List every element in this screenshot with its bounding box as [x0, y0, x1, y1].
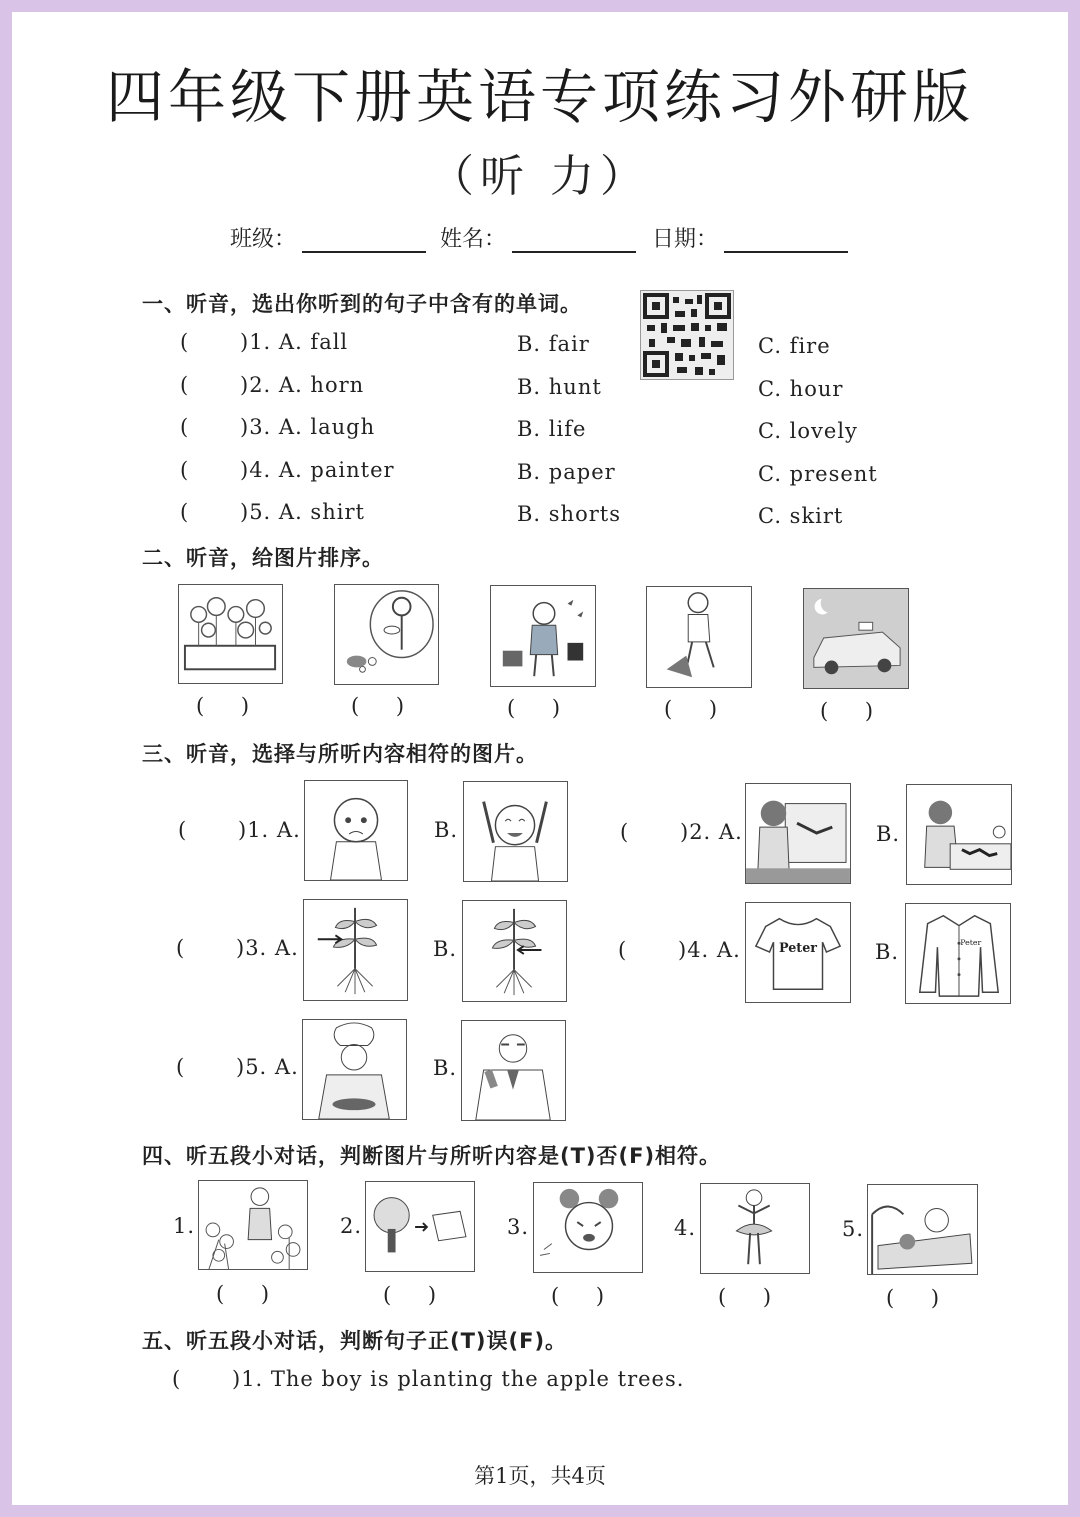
- class-line[interactable]: [302, 227, 426, 253]
- part1-q4-option-b: B. paper: [517, 460, 616, 484]
- section-4-heading: 四、听五段小对话，判断图片与所听内容是(T)否(F)相符。: [142, 1144, 722, 1168]
- answer-paren[interactable]: (: [180, 415, 189, 439]
- part3-q1-a-label: )1. A.: [238, 818, 301, 842]
- part1-q3-option-c: C. lovely: [758, 419, 858, 443]
- cook-picture: [302, 1019, 407, 1120]
- answer-blank[interactable]: ( ): [551, 1284, 605, 1308]
- boy-drawing-picture: [745, 783, 851, 884]
- cotton-field-picture: [198, 1180, 308, 1270]
- sneezing-girl-picture: [533, 1182, 643, 1273]
- answer-paren[interactable]: (: [180, 373, 189, 397]
- part4-item-3-number: 3.: [507, 1215, 530, 1239]
- answer-blank[interactable]: ( ): [216, 1282, 270, 1306]
- boy-butterflies-picture: [490, 585, 596, 687]
- page-title: 四年级下册英语专项练习外研版: [105, 63, 974, 131]
- flower-garden-picture: [178, 584, 283, 684]
- part1-q1-option-c: C. fire: [758, 334, 831, 358]
- answer-paren[interactable]: (: [180, 500, 189, 524]
- answer-blank[interactable]: ( ): [718, 1285, 772, 1309]
- part1-q2-option-a: )2. A. horn: [240, 373, 365, 397]
- peter-label-a: Peter: [778, 941, 818, 957]
- class-label: 班级：: [230, 227, 297, 252]
- part1-q2-option-b: B. hunt: [517, 375, 602, 399]
- date-field[interactable]: [652, 222, 848, 253]
- part3-q5-a-label: )5. A.: [236, 1055, 299, 1079]
- answer-blank[interactable]: ( ): [383, 1283, 437, 1307]
- ballet-dancer-picture: [700, 1183, 810, 1274]
- part3-q4-b-label: B.: [875, 940, 900, 964]
- answer-paren[interactable]: (: [172, 1367, 181, 1391]
- date-label: 日期：: [652, 227, 719, 252]
- part5-q1-sentence: )1. The boy is planting the apple trees.: [232, 1367, 685, 1391]
- section-3-heading: 三、听音，选择与所听内容相符的图片。: [142, 742, 538, 766]
- part1-q5-option-b: B. shorts: [517, 502, 621, 526]
- part1-q5-option-c: C. skirt: [758, 504, 844, 528]
- part3-q3-b-label: B.: [433, 937, 458, 961]
- peter-tshirt-picture: [745, 902, 851, 1003]
- part3-q2-a-label: )2. A.: [680, 820, 743, 844]
- answer-paren[interactable]: (: [176, 1055, 185, 1079]
- part3-q3-a-label: )3. A.: [236, 936, 299, 960]
- part1-q2-option-c: C. hour: [758, 377, 844, 401]
- answer-paren[interactable]: (: [618, 938, 627, 962]
- part3-q2-b-label: B.: [876, 822, 901, 846]
- answer-blank[interactable]: ( ): [351, 694, 405, 718]
- peter-shirt-picture: [905, 903, 1011, 1004]
- date-line[interactable]: [724, 227, 848, 253]
- page-footer: 第1页，共4页: [474, 1464, 606, 1488]
- answer-blank[interactable]: ( ): [196, 694, 250, 718]
- part4-item-1-number: 1.: [173, 1214, 196, 1238]
- part1-q4-option-a: )4. A. painter: [240, 458, 395, 482]
- answer-blank[interactable]: ( ): [820, 699, 874, 723]
- plant-leaf-picture: [303, 899, 408, 1001]
- part4-item-4-number: 4.: [674, 1216, 697, 1240]
- taxi-night-picture: [803, 588, 909, 689]
- girl-in-bed-picture: [867, 1184, 978, 1275]
- part1-q3-option-b: B. life: [517, 417, 587, 441]
- answer-blank[interactable]: ( ): [507, 696, 561, 720]
- peter-label-b: Peter: [960, 938, 982, 948]
- boy-cleaning-picture: [646, 586, 752, 688]
- part4-item-5-number: 5.: [842, 1217, 865, 1241]
- sad-girl-picture: [304, 780, 408, 881]
- answer-paren[interactable]: (: [180, 458, 189, 482]
- section-5-heading: 五、听五段小对话，判断句子正(T)误(F)。: [142, 1329, 568, 1353]
- sunflower-seed-picture: [334, 584, 439, 685]
- answer-blank[interactable]: ( ): [664, 697, 718, 721]
- answer-paren[interactable]: (: [620, 820, 629, 844]
- name-label: 姓名：: [440, 227, 507, 252]
- boy-painting-picture: [906, 784, 1012, 885]
- part1-q3-option-a: )3. A. laugh: [240, 415, 376, 439]
- answer-paren[interactable]: (: [180, 330, 189, 354]
- happy-girl-picture: [463, 781, 568, 882]
- answer-paren[interactable]: (: [176, 936, 185, 960]
- plant-stem-picture: [462, 900, 567, 1002]
- name-field[interactable]: [440, 222, 636, 253]
- part1-q1-option-b: B. fair: [517, 332, 590, 356]
- part1-q5-option-a: )5. A. shirt: [240, 500, 365, 524]
- part3-q1-b-label: B.: [434, 818, 459, 842]
- part1-q1-option-a: )1. A. fall: [240, 330, 349, 354]
- doctor-picture: [461, 1020, 566, 1121]
- part4-item-2-number: 2.: [340, 1214, 363, 1238]
- section-1-heading: 一、听音，选出你听到的句子中含有的单词。: [142, 292, 582, 316]
- part3-q4-a-label: )4. A.: [678, 938, 741, 962]
- name-line[interactable]: [512, 227, 636, 253]
- section-2-heading: 二、听音，给图片排序。: [142, 546, 384, 570]
- part3-q5-b-label: B.: [433, 1056, 458, 1080]
- qr-code-icon: [640, 290, 734, 380]
- answer-blank[interactable]: ( ): [886, 1286, 940, 1310]
- class-field[interactable]: [230, 222, 426, 253]
- tree-to-paper-picture: [365, 1181, 475, 1272]
- page-subtitle: （听 力）: [430, 151, 650, 202]
- answer-paren[interactable]: (: [178, 818, 187, 842]
- part1-q4-option-c: C. present: [758, 462, 878, 486]
